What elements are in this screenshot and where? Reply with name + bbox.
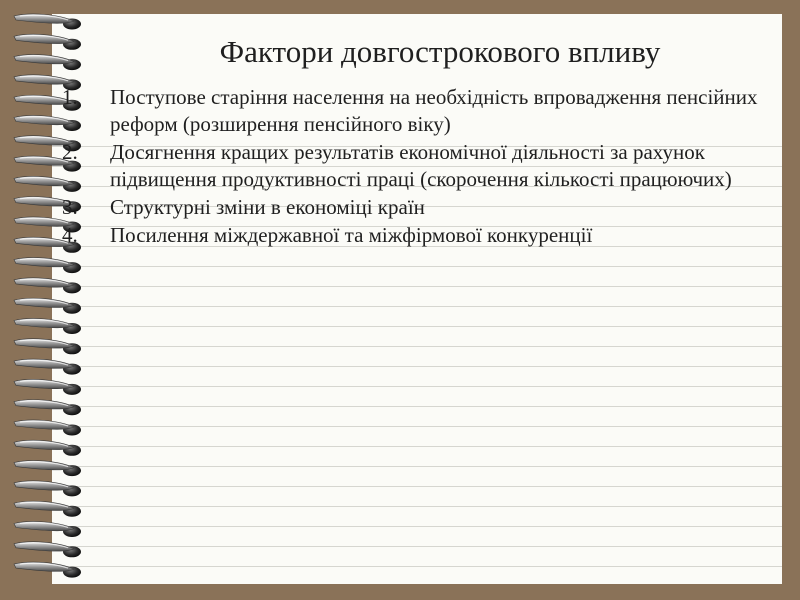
binding-ring <box>14 521 81 537</box>
item-text: Посилення міждержавної та міжфірмової конкуренції <box>110 223 593 247</box>
binding-ring <box>14 461 81 477</box>
binding-ring <box>14 420 81 436</box>
binding-ring <box>14 278 81 294</box>
item-number: 3. <box>62 195 78 219</box>
binding-ring <box>14 55 81 71</box>
binding-ring <box>14 14 81 30</box>
binding-ring <box>14 481 81 497</box>
list-item <box>62 84 777 138</box>
item-number: 1. <box>62 85 78 109</box>
item-text: Досягнення кращих результатів економічної діяльності за рахунок підвищення продуктивності праці (скорочення кількості працюючих) <box>110 140 732 191</box>
item-number: 4. <box>62 223 78 247</box>
binding-ring <box>14 258 81 274</box>
binding-ring <box>14 501 81 517</box>
binding-ring <box>14 359 81 375</box>
binding-ring <box>14 542 81 558</box>
binding-ring <box>14 562 81 578</box>
binding-ring <box>14 440 81 456</box>
binding-ring <box>14 34 81 50</box>
binding-ring <box>14 379 81 395</box>
factor-list <box>62 84 777 250</box>
list-item <box>62 194 777 221</box>
list-item <box>62 139 777 193</box>
binding-ring <box>14 339 81 355</box>
binding-ring <box>14 318 81 334</box>
item-text: Поступове старіння населення на необхідність впровадження пенсійних реформ (розширення пенсійного віку) <box>110 85 758 136</box>
list-item <box>62 222 777 249</box>
item-number: 2. <box>62 140 78 164</box>
item-text: Структурні зміни в економіці країн <box>110 195 425 219</box>
binding-ring <box>14 298 81 314</box>
binding-ring <box>14 400 81 416</box>
slide-title: Фактори довгострокового впливу <box>219 34 661 69</box>
